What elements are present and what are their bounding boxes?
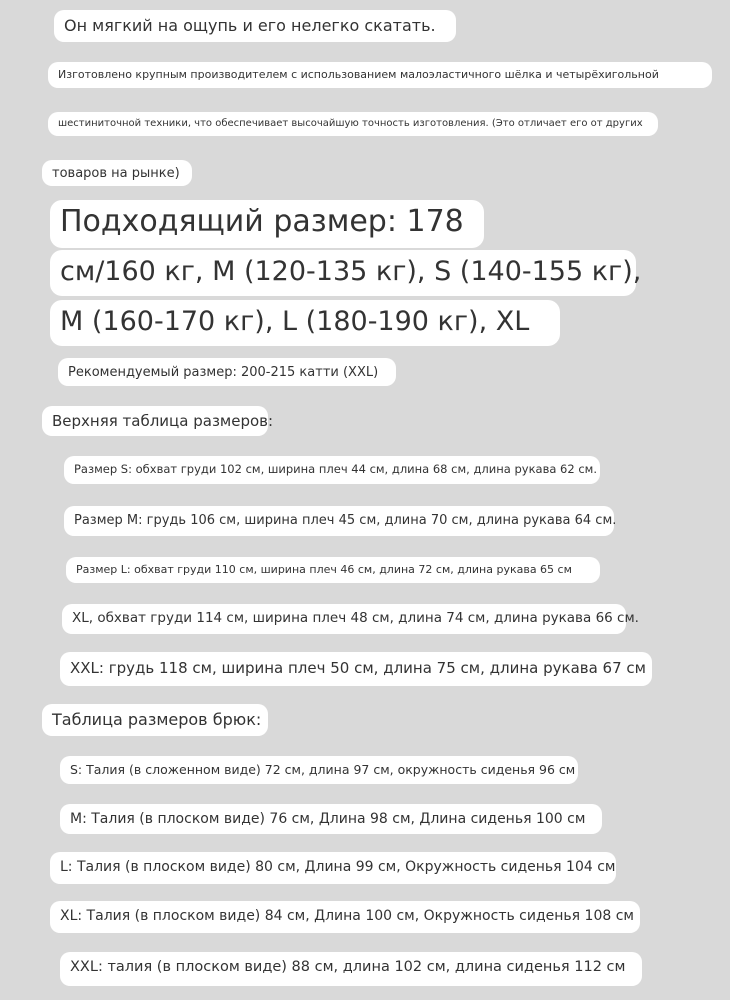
pants-table-row-s [60,756,578,784]
pants-table-row-xl-text: XL: Талия (в плоском виде) 84 см, Длина 100 см, Окружность сиденья 108 см [60,908,634,924]
intro-line-2 [48,62,712,88]
pants-table-row-m [60,804,602,834]
pants-table-row-l [50,852,616,884]
intro-line-1-text: Он мягкий на ощупь и его нелегко скатать. [64,16,436,35]
fit-line-3-text: M (160-170 кг), L (180-190 кг), XL [60,306,530,337]
top-table-row-xxl-text: XXL: грудь 118 см, ширина плеч 50 см, длина 75 см, длина рукава 67 см [70,659,646,677]
fit-line-1-text: Подходящий размер: 178 [60,204,464,239]
top-table-row-s [64,456,600,484]
top-table-row-l-text: Размер L: обхват груди 110 см, ширина плеч 46 см, длина 72 см, длина рукава 65 см [76,563,572,576]
intro-line-3 [48,112,658,136]
fit-line-1 [50,200,484,248]
pants-table-title-text: Таблица размеров брюк: [52,710,262,729]
top-table-title-text: Верхняя таблица размеров: [52,412,274,430]
intro-line-2-text: Изготовлено крупным производителем с использованием малоэластичного шёлка и четырёхигольной [58,68,659,81]
pants-table-row-s-text: S: Талия (в сложенном виде) 72 см, длина 97 см, окружность сиденья 96 см [70,762,576,777]
top-table-row-m [64,506,617,536]
pants-table-row-m-text: M: Талия (в плоском виде) 76 см, Длина 98 см, Длина сиденья 100 см [70,811,586,827]
top-table-row-m-text: Размер M: грудь 106 см, ширина плеч 45 см, длина 70 см, длина рукава 64 см. [74,513,617,528]
top-table-title [42,406,274,436]
fit-line-3 [50,300,560,346]
top-table-row-l [66,557,600,583]
top-table-row-xl-text: XL, обхват груди 114 см, ширина плеч 48 см, длина 74 см, длина рукава 66 см. [72,610,639,626]
recommended-size [58,358,396,386]
pants-table-row-l-text: L: Талия (в плоском виде) 80 см, Длина 99 см, Окружность сиденья 104 см [60,859,616,875]
pants-table-row-xxl-text: XXL: талия (в плоском виде) 88 см, длина 102 см, длина сиденья 112 см [70,959,626,975]
intro-line-1 [54,10,456,42]
pants-table-row-xl [50,901,640,933]
pants-table-row-xxl [60,952,642,986]
pants-table-title [42,704,268,736]
fit-line-2 [50,250,642,296]
fit-line-2-text: см/160 кг, M (120-135 кг), S (140-155 кг), [60,256,642,287]
recommended-size-text: Рекомендуемый размер: 200-215 катти (XXL) [68,365,379,380]
top-table-row-xl [62,604,639,634]
intro-line-4-text: товаров на рынке) [52,166,180,181]
top-table-row-s-text: Размер S: обхват груди 102 см, ширина плеч 44 см, длина 68 см, длина рукава 62 см. [74,462,597,476]
intro-line-3-text: шестиниточной техники, что обеспечивает высочайшую точность изготовления. (Это отличает его от других [58,118,643,129]
intro-line-4 [42,160,192,186]
top-table-row-xxl [60,652,652,686]
